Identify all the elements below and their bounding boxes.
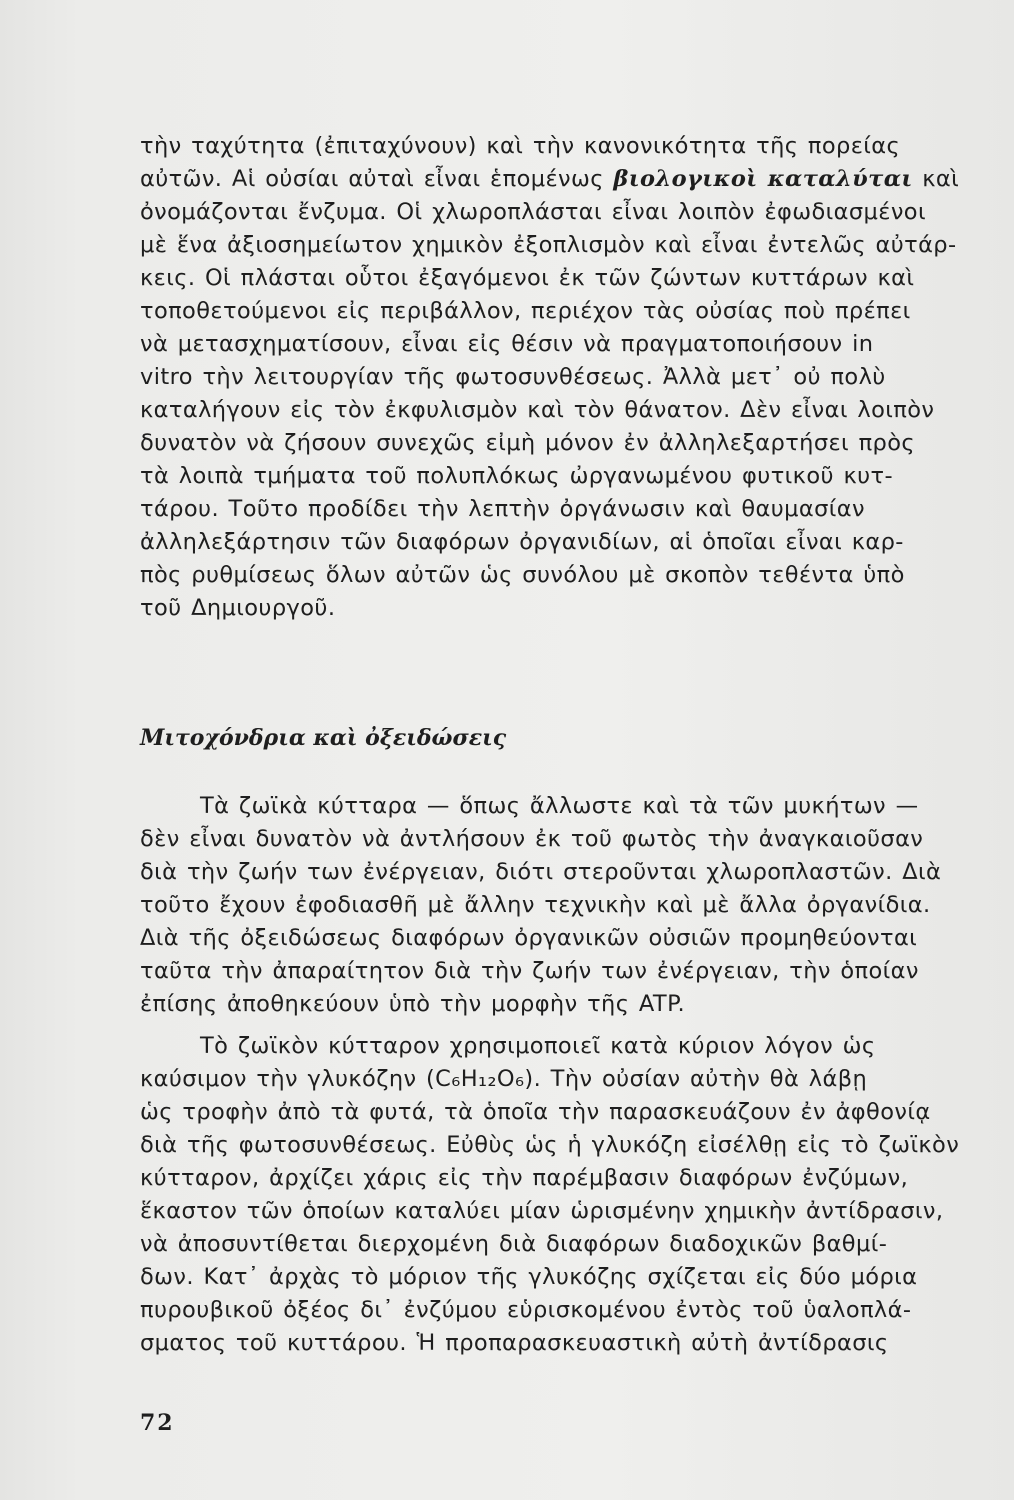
text-line: δὲν εἶναι δυνατὸν νὰ ἀντλήσουν ἐκ τοῦ φωτὸς τὴν ἀναγκαιοῦσαν [140, 826, 924, 852]
text-line: ἐπίσης ἀποθηκεύουν ὑπὸ τὴν μορφὴν τῆς ATP. [140, 991, 686, 1017]
text-line: σματος τοῦ κυττάρου. Ἡ προπαρασκευαστικὴ αὐτὴ ἀντίδρασις [140, 1330, 889, 1356]
text-line: πυρουβικοῦ ὀξέος δι᾽ ἐνζύμου εὑρισκομένου ἐντὸς τοῦ ὑαλοπλά- [140, 1297, 912, 1323]
text-line: τοποθετούμενοι εἰς περιβάλλον, περιέχον τὰς οὐσίας ποὺ πρέπει [140, 298, 911, 324]
text-line: ταῦτα τὴν ἀπαραίτητον διὰ τὴν ζωήν των ἐνέργειαν, τὴν ὁποίαν [140, 958, 919, 984]
text-line: ἀλληλεξάρτησιν τῶν διαφόρων ὀργανιδίων, αἱ ὁποῖαι εἶναι καρ- [140, 529, 904, 555]
text-line: νὰ ἀποσυντίθεται διερχομένη διὰ διαφόρων διαδοχικῶν βαθμί- [140, 1231, 888, 1257]
text-line: ὀνομάζονται ἔνζυμα. Οἱ χλωροπλάσται εἶναι λοιπὸν ἐφωδιασμένοι [140, 199, 926, 225]
text-line: νὰ μετασχηματίσουν, εἶναι εἰς θέσιν νὰ πραγματοποιήσουν in [140, 331, 874, 357]
text-line: πὸς ρυθμίσεως ὅλων αὐτῶν ὡς συνόλου μὲ σκοπὸν τεθέντα ὑπὸ [140, 562, 905, 588]
text-line: τὰ λοιπὰ τμήματα τοῦ πολυπλόκως ὠργανωμένου φυτικοῦ κυτ- [140, 463, 893, 489]
text-segment: αὐτῶν. Αἱ οὐσίαι αὐταὶ εἶναι ἑπομένως [140, 166, 604, 192]
text-segment: καὶ [912, 166, 960, 192]
text-line: καταλήγουν εἰς τὸν ἐκφυλισμὸν καὶ τὸν θάνατον. Δὲν εἶναι λοιπὸν [140, 397, 935, 423]
text-line: δων. Κατ᾽ ἀρχὰς τὸ μόριον τῆς γλυκόζης σχίζεται εἰς δύο μόρια [140, 1264, 918, 1290]
text-line: κεις. Οἱ πλάσται οὗτοι ἐξαγόμενοι ἐκ τῶν ζώντων κυττάρων καὶ [140, 265, 915, 291]
text-line: τὴν ταχύτητα (ἐπιταχύνουν) καὶ τὴν κανονικότητα τῆς πορείας [140, 133, 901, 159]
text-line: τοῦτο ἔχουν ἐφοδιασθῆ μὲ ἄλλην τεχνικὴν καὶ μὲ ἄλλα ὀργανίδια. [140, 892, 931, 918]
text-line: Τὸ ζωϊκὸν κύτταρον χρησιμοποιεῖ κατὰ κύριον λόγον ὡς [200, 1033, 876, 1059]
text-line: vitro τὴν λειτουργίαν τῆς φωτοσυνθέσεως. Ἀλλὰ μετ᾽ οὐ πολὺ [140, 364, 886, 390]
text-line: Τὰ ζωϊκὰ κύτταρα — ὅπως ἄλλωστε καὶ τὰ τῶν μυκήτων — [200, 793, 919, 819]
text-line: διὰ τῆς φωτοσυνθέσεως. Εὐθὺς ὡς ἡ γλυκόζη εἰσέλθῃ εἰς τὸ ζωϊκὸν [140, 1132, 960, 1158]
text-line: μὲ ἕνα ἀξιοσημείωτον χημικὸν ἐξοπλισμὸν καὶ εἶναι ἐντελῶς αὐτάρ- [140, 232, 957, 258]
text-line: Διὰ τῆς ὀξειδώσεως διαφόρων ὀργανικῶν οὐσιῶν προμηθεύονται [140, 925, 918, 951]
page-number: 72 [140, 1410, 175, 1436]
text-line: τάρου. Τοῦτο προδίδει τὴν λεπτὴν ὀργάνωσιν καὶ θαυμασίαν [140, 496, 865, 522]
text-line: καύσιμον τὴν γλυκόζην (C₆H₁₂O₆). Τὴν οὐσίαν αὐτὴν θὰ λάβῃ [140, 1066, 868, 1092]
text-line: ἕκαστον τῶν ὁποίων καταλύει μίαν ὡρισμένην χημικὴν ἀντίδρασιν, [140, 1198, 944, 1224]
text-line: διὰ τὴν ζωήν των ἐνέργειαν, διότι στεροῦνται χλωροπλαστῶν. Διὰ [140, 859, 942, 885]
text-line: δυνατὸν νὰ ζήσουν συνεχῶς εἰμὴ μόνον ἐν ἀλληλεξαρτήσει πρὸς [140, 430, 916, 456]
text-line: κύτταρον, ἀρχίζει χάρις εἰς τὴν παρέμβασιν διαφόρων ἐνζύμων, [140, 1165, 909, 1191]
text-line [140, 163, 959, 195]
text-line: τοῦ Δημιουργοῦ. [140, 595, 336, 621]
bold-term: βιολογικοὶ καταλύται [613, 166, 913, 192]
section-heading: Μιτοχόνδρια καὶ ὀξειδώσεις [140, 725, 507, 751]
text-line: ὡς τροφὴν ἀπὸ τὰ φυτά, τὰ ὁποῖα τὴν παρασκευάζουν ἐν ἀφθονίᾳ [140, 1099, 931, 1125]
